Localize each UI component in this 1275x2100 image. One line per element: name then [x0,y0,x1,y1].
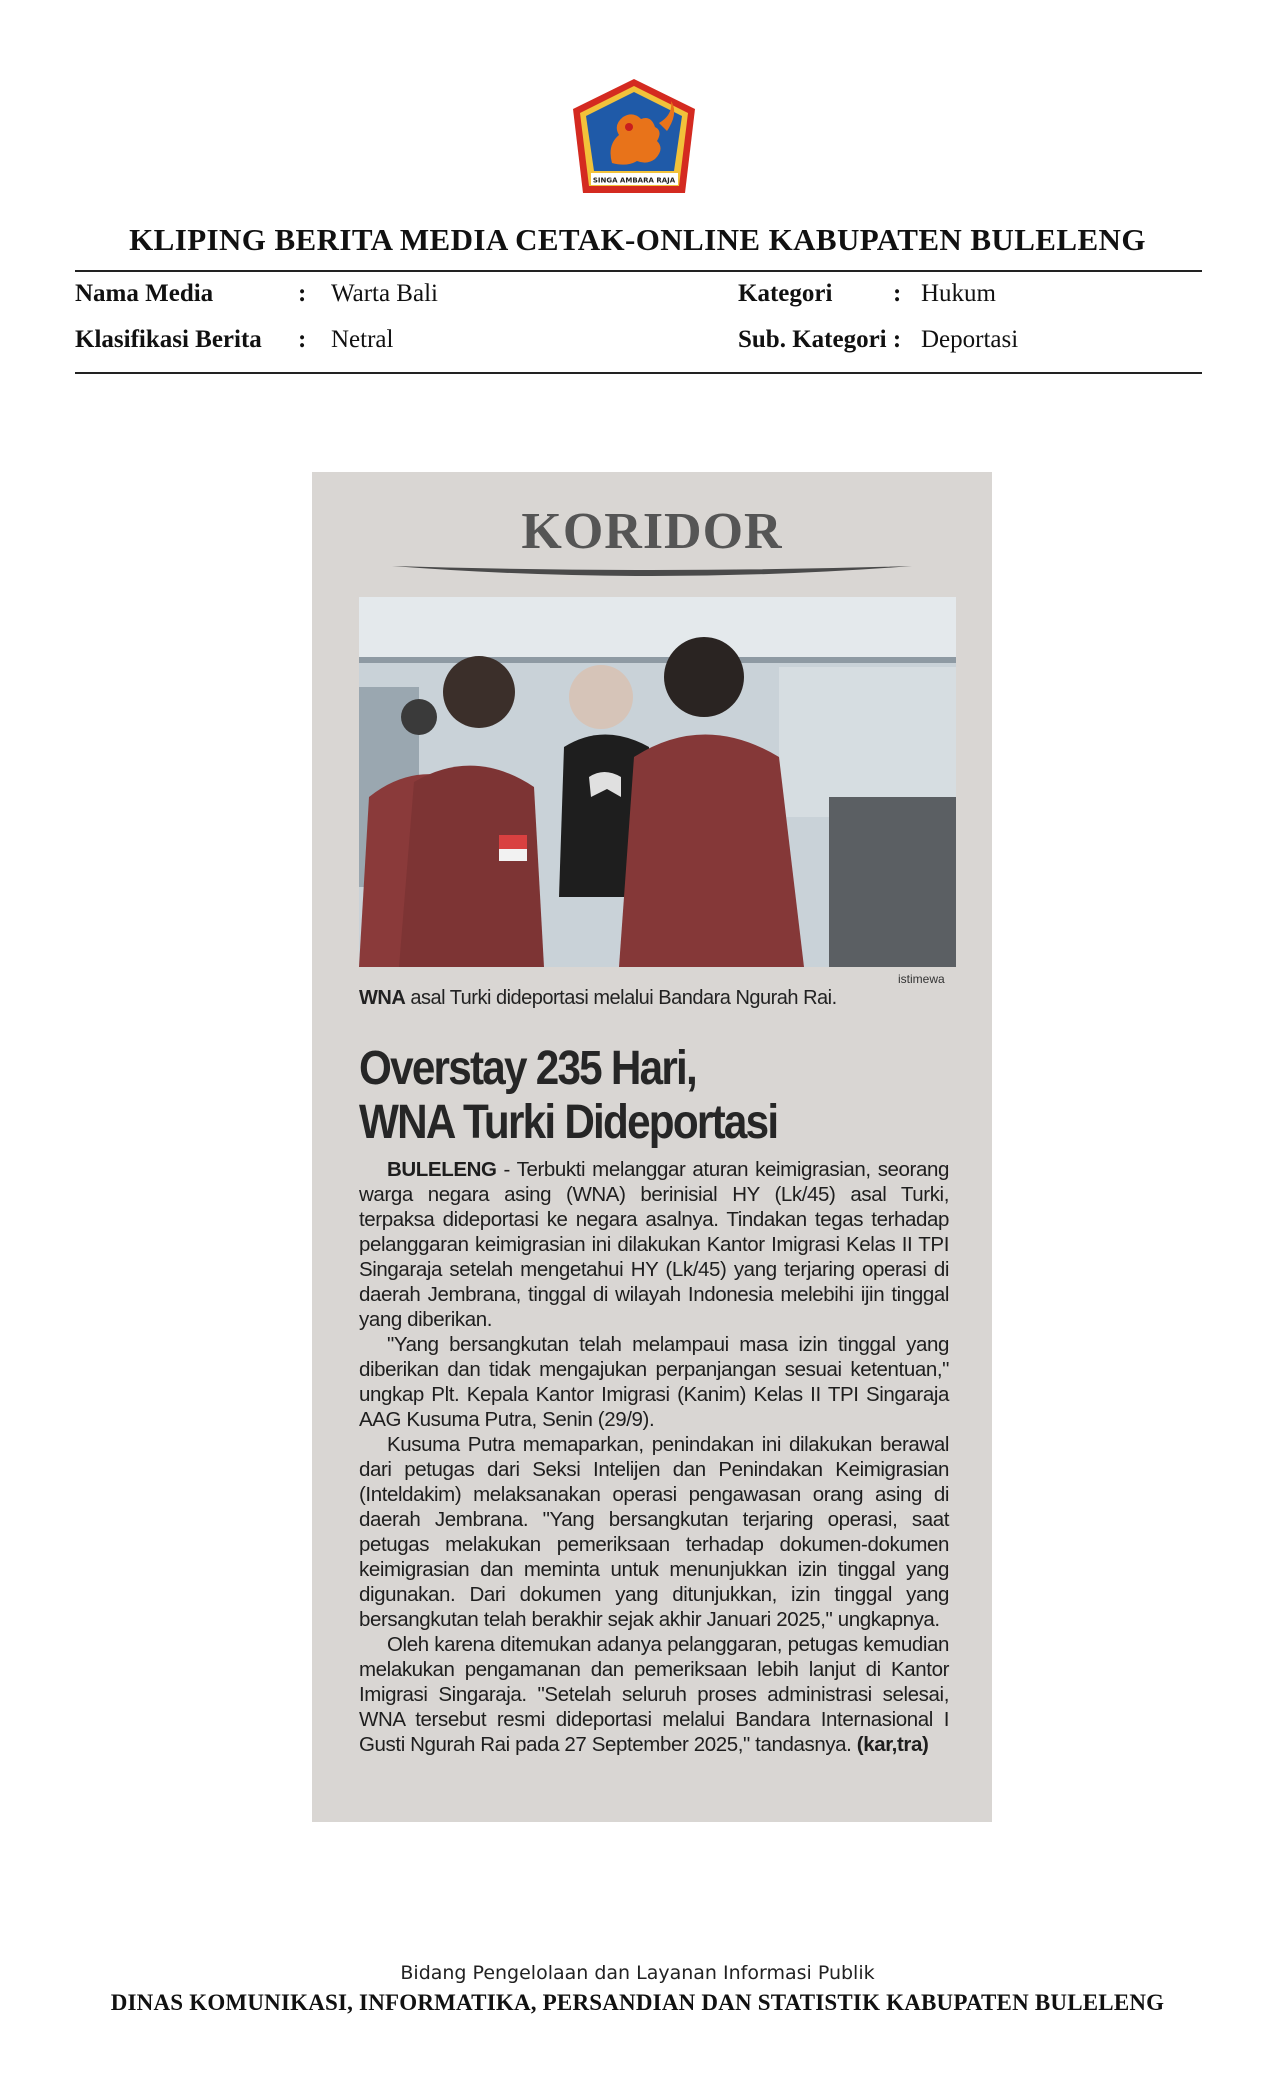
article-headline [359,1042,887,1150]
author-signature: (kar,tra) [851,1733,929,1756]
meta-row-classification [75,326,1202,366]
subcategory-label: Sub. Kategori : [738,326,902,353]
paragraph-4 [359,1632,949,1757]
media-value: Warta Bali [331,280,438,307]
media-colon: : [298,280,307,307]
dateline: BULELENG [387,1158,497,1181]
headline-line-1: Overstay 235 Hari, [359,1042,696,1095]
headline-line-2: WNA Turki Dideportasi [359,1096,778,1149]
caption-text: asal Turki dideportasi melalui Bandara Ngurah Rai. [405,987,837,1009]
paragraph-3: Kusuma Putra memaparkan, penindakan ini dilakukan berawal dari petugas dari Seksi Intelijen dan Penindakan Keimigrasian (Inteldakim) melaksanakan operasi pengawasan orang asing di daerah Jembrana. "Yang bersangkutan terjaring operasi, saat petugas melakukan pemeriksaan terhadap dokumen-dokumen keimigrasian dan meminta untuk menunjukkan izin tinggal yang digunakan. Dari dokumen yang ditunjukkan, izin tinggal yang bersangkutan telah berakhir sejak akhir Januari 2025," ungkapnya. [359,1433,949,1631]
section-swoosh [392,560,912,586]
top-rule [75,270,1202,272]
paragraph-1 [359,1157,949,1332]
caption-bold: WNA [359,987,406,1009]
media-label: Nama Media [75,280,214,307]
meta-row-media [75,280,1202,320]
document-title: KLIPING BERITA MEDIA CETAK-ONLINE KABUPATEN BULELENG [129,222,1146,257]
bottom-rule [75,372,1202,374]
paragraph-4-text: Oleh karena ditemukan adanya pelanggaran, petugas kemudian melakukan pengamanan dan pemeriksaan lebih lanjut di Kantor Imigrasi Singaraja. "Setelah seluruh proses administrasi selesai, WNA tersebut resmi dideportasi melalui Bandara Internasional I Gusti Ngurah Rai pada 27 September 2025," tandasnya. [359,1633,949,1756]
classification-label: Klasifikasi Berita [75,326,262,353]
paragraph-1-text: - Terbukti melanggar aturan keimigrasian, seorang warga negara asing (WNA) berinisial HY (Lk/45) asal Turki, terpaksa dideportasi ke negara asalnya. Tindakan tegas terhadap pelanggaran keimigrasian ini dilakukan Kantor Imigrasi Kelas II TPI Singaraja setelah mengetahui HY (Lk/45) yang terjaring operasi di daerah Jembrana, tinggal di wilayah Indonesia melebihi ijin tinggal yang diberikan. [359,1158,949,1331]
classification-colon: : [298,326,307,353]
photo-credit: istimewa [898,972,945,986]
footer-agency: DINAS KOMUNIKASI, INFORMATIKA, PERSANDIAN DAN STATISTIK KABUPATEN BULELENG [110,1990,1165,2015]
subcategory-value: Deportasi [921,326,1019,353]
section-header: KORIDOR [521,503,783,560]
category-label: Kategori [738,280,833,307]
article-body [359,1157,949,1757]
category-value: Hukum [921,280,996,307]
category-colon: : [893,280,902,307]
newspaper-clipping [312,472,992,1822]
footer-division: Bidang Pengelolaan dan Layanan Informasi Publik [400,1962,875,1984]
regency-logo [567,75,702,200]
classification-value: Netral [331,326,394,353]
paragraph-2: "Yang bersangkutan telah melampaui masa izin tinggal yang diberikan dan tidak mengajukan perpanjangan sesuai ketentuan," ungkap Plt. Kepala Kantor Imigrasi (Kanim) Kelas II TPI Singaraja AAG Kusuma Putra, Senin (29/9). [359,1333,949,1431]
article-photo [359,597,956,967]
logo-motto: SINGA AMBARA RAJA [592,176,676,185]
photo-caption [359,987,837,1010]
